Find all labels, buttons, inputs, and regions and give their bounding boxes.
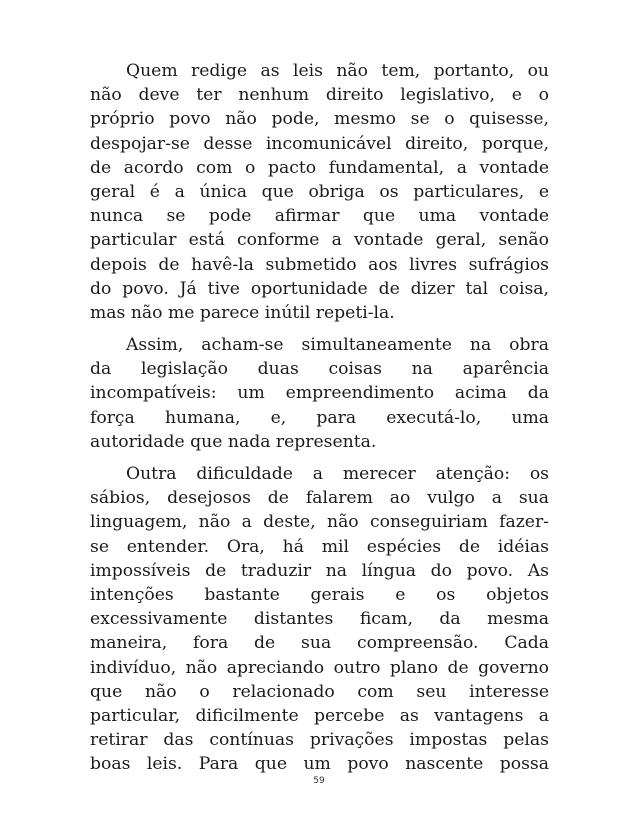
text-line: linguagem, não a deste, não conseguiriam fazer- bbox=[90, 512, 549, 533]
text-line: despojar-se desse incomunicável direito, porque, bbox=[90, 133, 549, 154]
text-line: da legislação duas coisas na aparência bbox=[90, 359, 549, 380]
text-line: do povo. Já tive oportunidade de dizer tal coisa, bbox=[90, 278, 549, 299]
text-line: sábios, desejosos de falarem ao vulgo a sua bbox=[90, 488, 549, 509]
text-line: Quem redige as leis não tem, portanto, ou bbox=[126, 61, 549, 81]
paragraph-2 bbox=[90, 333, 549, 454]
text-line: mas não me parece inútil repeti-la. bbox=[90, 302, 395, 323]
text-line: excessivamente distantes ficam, da mesma bbox=[90, 609, 549, 630]
page-body bbox=[90, 59, 549, 784]
text-line: de acordo com o pacto fundamental, a vontade bbox=[90, 157, 549, 178]
page-number: 59 bbox=[313, 776, 325, 786]
text-line: nunca se pode afirmar que uma vontade bbox=[90, 206, 549, 227]
text-line: que não o relacionado com seu interesse bbox=[90, 681, 549, 702]
text-line: particular, dificilmente percebe as vantagens a bbox=[90, 705, 549, 726]
text-line: autoridade que nada representa. bbox=[90, 431, 377, 452]
text-line: Outra dificuldade a merecer atenção: os bbox=[126, 464, 549, 484]
text-line: incompatíveis: um empreendimento acima da bbox=[90, 383, 549, 404]
text-line: indivíduo, não apreciando outro plano de governo bbox=[90, 657, 549, 678]
text-line: geral é a única que obriga os particulares, e bbox=[90, 181, 549, 202]
text-line: Assim, acham-se simultaneamente na obra bbox=[126, 335, 549, 356]
text-line: se entender. Ora, há mil espécies de idéias bbox=[90, 536, 549, 557]
text-line: impossíveis de traduzir na língua do povo. As bbox=[90, 560, 549, 581]
paragraph-3 bbox=[90, 462, 549, 776]
text-line: intenções bastante gerais e os objetos bbox=[90, 584, 549, 605]
text-line: particular está conforme a vontade geral, senão bbox=[90, 230, 549, 251]
text-line: maneira, fora de sua compreensão. Cada bbox=[90, 633, 549, 654]
text-line: depois de havê-la submetido aos livres sufrágios bbox=[90, 254, 549, 275]
text-line: retirar das contínuas privações impostas pelas bbox=[90, 730, 549, 751]
text-line: próprio povo não pode, mesmo se o quisesse, bbox=[90, 109, 549, 130]
text-line: força humana, e, para executá-lo, uma bbox=[90, 407, 549, 428]
text-line: não deve ter nenhum direito legislativo, e o bbox=[90, 85, 549, 106]
paragraph-1 bbox=[90, 59, 549, 325]
text-line: boas leis. Para que um povo nascente possa bbox=[90, 754, 549, 775]
